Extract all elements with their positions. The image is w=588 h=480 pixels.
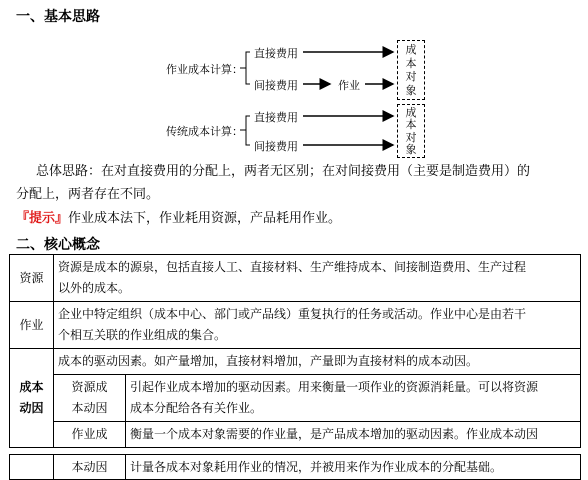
resource-driver-label-line: 本动因 xyxy=(71,401,108,415)
cost-object-char: 成 xyxy=(405,105,417,119)
cost-object-char: 本 xyxy=(405,118,417,132)
table-continuation xyxy=(9,454,581,480)
activity-definition-line: 企业中特定组织（成本中心、部门或产品线）重复执行的任务或活动。作业中心是由若干 xyxy=(58,307,527,321)
abc-cost-object-box xyxy=(397,40,425,100)
summary-line-1: 总体思路：在对直接费用的分配上，两者无区别；在对间接费用（主要是制造费用）的 xyxy=(36,164,531,179)
table-row-cost-driver xyxy=(10,349,581,375)
activity-driver-definition: 衡量一个成本对象需要的作业量，是产品成本增加的驱动因素。作业成本动因 xyxy=(126,422,581,448)
abc-indirect-cost: 间接费用 xyxy=(254,79,298,92)
resource-driver-definition xyxy=(126,375,581,422)
table-row-activity xyxy=(10,302,581,349)
cost-object-char: 象 xyxy=(405,143,417,157)
table-row-resource-driver xyxy=(10,375,581,422)
cost-object-char: 对 xyxy=(405,70,417,84)
resource-definition-line: 以外的成本。 xyxy=(58,281,131,295)
cost-driver-label-line: 成本 xyxy=(19,380,44,394)
row-label-cost-driver xyxy=(10,349,54,448)
section-title-core-concepts: 二、核心概念 xyxy=(16,237,100,253)
cost-object-char: 对 xyxy=(405,130,417,144)
resource-driver-line: 引起作业成本增加的驱动因素。用来衡量一项作业的资源消耗量。可以将资源 xyxy=(130,380,539,394)
tip-note xyxy=(16,208,341,230)
table-row-resource xyxy=(10,255,581,302)
resource-driver-line: 成本分配给各有关作业。 xyxy=(130,401,263,415)
tip-text: 作业成本法下，作业耗用资源，产品耗用作业。 xyxy=(68,211,342,226)
activity-definition xyxy=(54,302,581,349)
row-label-activity-driver: 作业成 xyxy=(54,422,126,448)
cost-object-char: 成 xyxy=(405,42,417,56)
traditional-label: 传统成本计算： xyxy=(166,125,243,138)
resource-definition xyxy=(54,255,581,302)
continuation-text: 计量各成本对象耗用作业的情况，并被用来作为作业成本的分配基础。 xyxy=(126,455,581,480)
abc-label: 作业成本计算： xyxy=(166,63,243,76)
traditional-cost-object-box xyxy=(397,104,425,158)
summary-line-2: 分配上，两者存在不同。 xyxy=(16,187,160,202)
row-label-resource-driver xyxy=(54,375,126,422)
cost-object-char: 象 xyxy=(405,84,417,98)
cost-driver-summary: 成本的驱动因素。如产量增加，直接材料增加，产量即为直接材料的成本动因。 xyxy=(54,349,581,375)
cost-driver-label-line: 动因 xyxy=(19,401,44,415)
activity-node: 作业 xyxy=(338,79,360,92)
row-label-resource: 资源 xyxy=(10,255,54,302)
empty-cell xyxy=(10,455,54,480)
abc-direct-cost: 直接费用 xyxy=(254,47,298,60)
cost-flow-diagram xyxy=(0,36,588,158)
core-concepts-table xyxy=(9,254,581,448)
activity-definition-line: 个相互关联的作业组成的集合。 xyxy=(58,328,227,342)
table-row-continuation xyxy=(10,455,581,480)
continuation-label: 本动因 xyxy=(54,455,126,480)
table-row-activity-driver xyxy=(10,422,581,448)
section-title-basic-approach: 一、基本思路 xyxy=(16,9,100,25)
traditional-direct-cost: 直接费用 xyxy=(254,111,298,124)
resource-driver-label-line: 资源成 xyxy=(71,380,108,394)
resource-definition-line: 资源是成本的源泉，包括直接人工、直接材料、生产维持成本、间接制造费用、生产过程 xyxy=(58,260,527,274)
cost-object-char: 本 xyxy=(405,56,417,70)
tip-mark: 『提示』 xyxy=(16,211,69,226)
row-label-activity: 作业 xyxy=(10,302,54,349)
traditional-indirect-cost: 间接费用 xyxy=(254,140,298,153)
